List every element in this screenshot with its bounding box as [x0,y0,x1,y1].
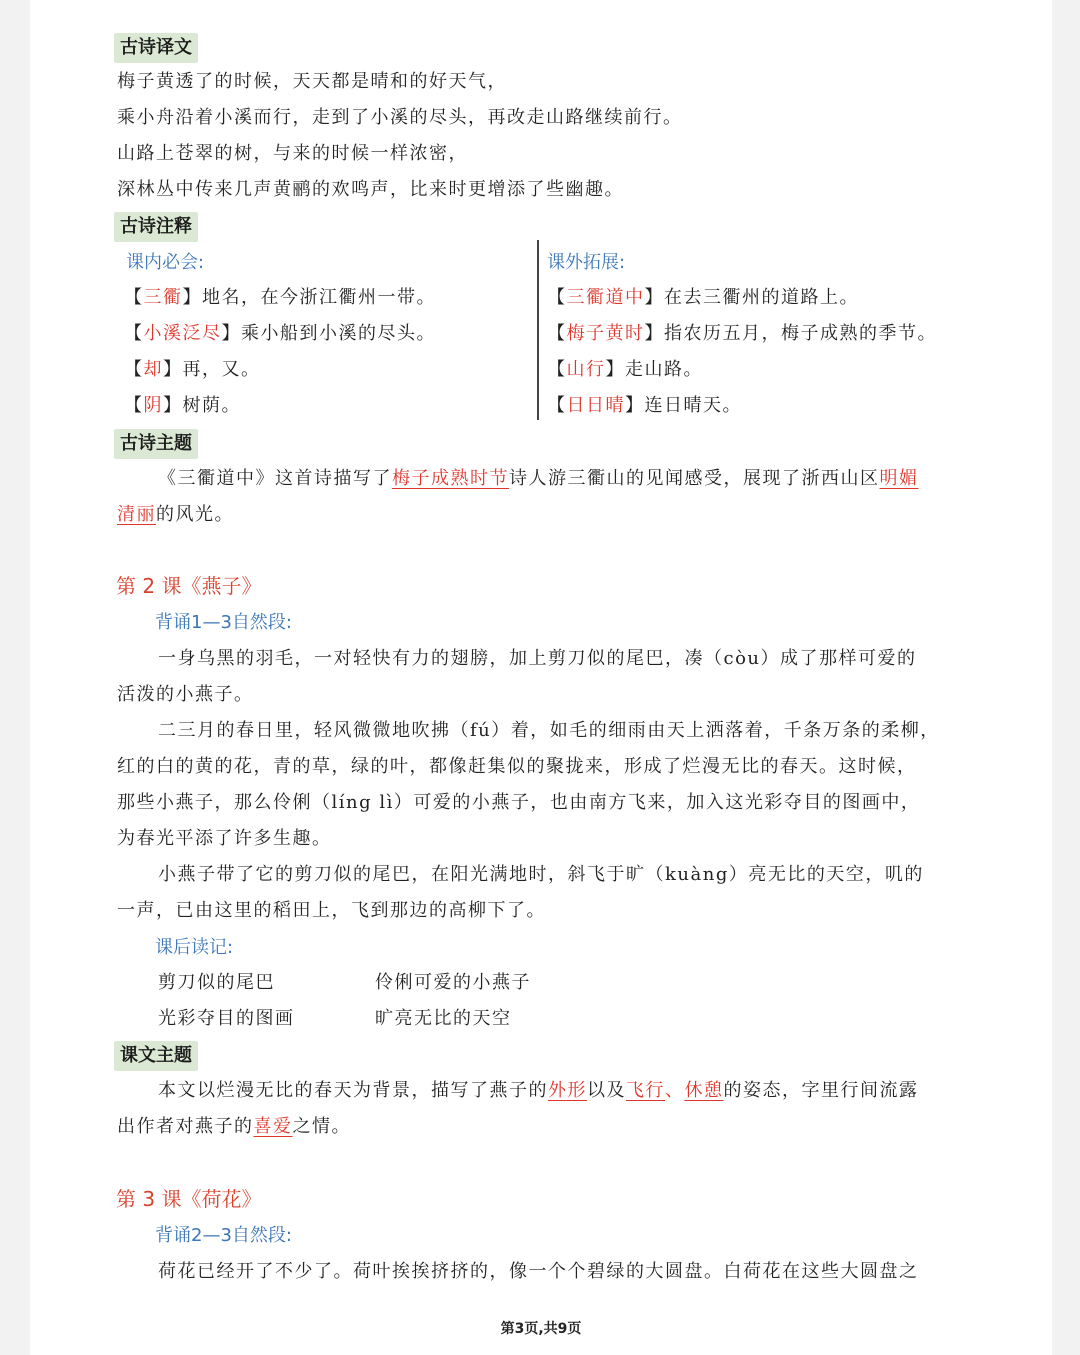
memo-title: 课后读记: [155,937,234,958]
note-item: 【日日晴】连日晴天。 [547,395,742,416]
theme-keyword: 外形 [548,1080,587,1101]
note-def: 连日晴天。 [644,395,742,416]
note-def: 地名，在今浙江衢州一带。 [202,287,436,308]
note-def: 树荫。 [182,395,241,416]
note-term: 阴 [143,395,163,416]
theme-keyword: 明媚 [879,468,919,489]
theme-separator: 、 [665,1080,685,1101]
theme-text: 以及 [587,1080,626,1101]
memo-item: 伶俐可爱的小燕子 [375,972,531,993]
section-tag-text-theme: 课文主题 [114,1041,198,1071]
note-item: 【却】再，又。 [124,359,261,380]
lesson-title: 第 2 课《燕子》 [116,574,262,598]
note-item: 【小溪泛尽】乘小船到小溪的尽头。 [124,323,436,344]
recite-title: 背诵1—3自然段: [155,612,292,633]
note-term: 梅子黄时 [566,323,645,344]
theme-text: 之情。 [292,1116,351,1137]
document-page [30,0,1052,1355]
note-def: 乘小船到小溪的尽头。 [241,323,436,344]
extra-title: 课外拓展: [547,252,626,273]
column-divider [537,240,539,420]
theme-text: 诗人游三衢山的见闻感受，展现了浙西山区 [509,468,880,489]
translation-line: 山路上苍翠的树，与来的时候一样浓密， [117,143,468,164]
text-line: 小燕子带了它的剪刀似的尾巴，在阳光满地时，斜飞于旷（kuàng）亮无比的天空，叽的 [158,864,924,885]
note-term: 山行 [566,359,606,380]
text-line: 荷花已经开了不少了。荷叶挨挨挤挤的，像一个个碧绿的大圆盘。白荷花在这些大圆盘之 [158,1261,919,1282]
memo-item: 光彩夺目的图画 [158,1008,295,1029]
note-term: 三衢道中 [566,287,645,308]
note-item: 【三衢】地名，在今浙江衢州一带。 [124,287,436,308]
section-tag-notes: 古诗注释 [114,212,198,242]
note-term: 小溪泛尽 [143,323,222,344]
note-term: 却 [143,359,163,380]
theme-text: 《三衢道中》这首诗描写了 [158,468,392,489]
theme-keyword: 梅子成熟时节 [392,468,509,489]
note-def: 走山路。 [625,359,703,380]
theme-keyword: 飞行 [626,1080,665,1101]
lesson-title: 第 3 课《荷花》 [116,1187,262,1211]
translation-line: 深林丛中传来几声黄鹂的欢鸣声，比来时更增添了些幽趣。 [117,179,624,200]
text-theme-line [158,1073,919,1109]
text-theme-line [117,1109,351,1145]
text-line: 红的白的黄的花，青的草，绿的叶，都像赶集似的聚拢来，形成了烂漫无比的春天。这时候， [117,756,917,777]
note-term: 日日晴 [566,395,625,416]
memo-item: 旷亮无比的天空 [375,1008,512,1029]
theme-text: 的姿态，字里行间流露 [723,1080,919,1101]
translation-line: 梅子黄透了的时候，天天都是晴和的好天气， [117,71,507,92]
theme-keyword: 喜爱 [253,1116,293,1137]
in-class-title: 课内必会: [126,252,205,273]
note-def: 再，又。 [182,359,261,380]
text-line: 那些小燕子，那么伶俐（líng lì）可爱的小燕子，也由南方飞来，加入这光彩夺目的图画中， [117,792,921,813]
translation-line: 乘小舟沿着小溪而行，走到了小溪的尽头，再改走山路继续前行。 [117,107,683,128]
poem-theme-line [117,497,234,533]
note-item: 【三衢道中】在去三衢州的道路上。 [547,287,859,308]
note-def: 在去三衢州的道路上。 [664,287,859,308]
text-line: 活泼的小燕子。 [117,684,254,705]
note-term: 三衢 [143,287,183,308]
note-item: 【梅子黄时】指农历五月，梅子成熟的季节。 [547,323,937,344]
poem-theme-line [158,461,919,497]
section-tag-poem-theme: 古诗主题 [114,429,198,459]
recite-title: 背诵2—3自然段: [155,1225,292,1246]
theme-text: 出作者对燕子的 [117,1116,254,1137]
theme-keyword: 休憩 [684,1080,724,1101]
theme-text: 本文以烂漫无比的春天为背景，描写了燕子的 [158,1080,548,1101]
theme-keyword: 清丽 [117,504,156,525]
note-item: 【山行】走山路。 [547,359,703,380]
section-tag-translation: 古诗译文 [114,33,198,63]
memo-item: 剪刀似的尾巴 [158,972,275,993]
text-line: 一声，已由这里的稻田上，飞到那边的高柳下了。 [117,900,546,921]
note-item: 【阴】树荫。 [124,395,241,416]
theme-text: 的风光。 [156,504,234,525]
text-line: 一身乌黑的羽毛，一对轻快有力的翅膀，加上剪刀似的尾巴，凑（còu）成了那样可爱的 [158,648,917,669]
page-footer: 第3页,共9页 [500,1321,582,1337]
text-line: 为春光平添了许多生趣。 [117,828,332,849]
text-line: 二三月的春日里，轻风微微地吹拂（fú）着，如毛的细雨由天上洒落着，千条万条的柔柳， [158,720,940,741]
note-def: 指农历五月，梅子成熟的季节。 [664,323,937,344]
